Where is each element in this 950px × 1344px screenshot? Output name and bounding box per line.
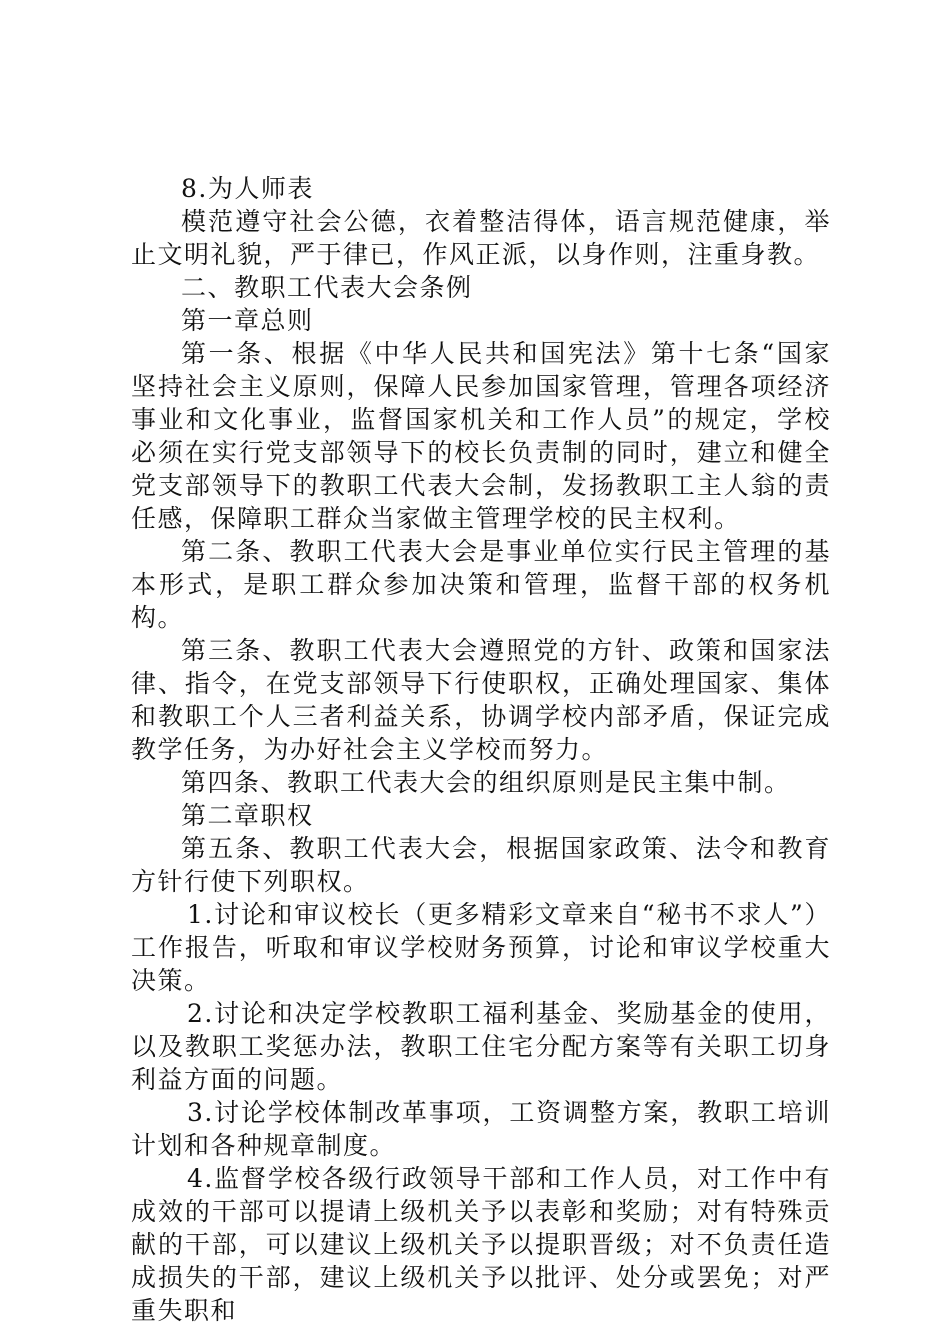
- article-5: 第五条、教职工代表大会，根据国家政策、法令和教育方针行使下列职权。: [131, 834, 831, 896]
- article-4: 第四条、教职工代表大会的组织原则是民主集中制。: [181, 768, 791, 797]
- document-body: [131, 172, 831, 1327]
- list-item-4: 4.监督学校各级行政领导干部和工作人员，对工作中有成效的干部可以提请上级机关予以表彰和奖励；对有特殊贡献的干部，可以建议上级机关予以提职晋级；对不负责任造成损失的干部，建议上级机关予以批评、处分或罢免；对严重失职和: [131, 1164, 831, 1325]
- list-item-3: 3.讨论学校体制改革事项，工资调整方案，教职工培训计划和各种规章制度。: [131, 1098, 831, 1160]
- list-item-1: 1.讨论和审议校长（更多精彩文章来自“秘书不求人”）工作报告，听取和审议学校财务预算，讨论和审议学校重大决策。: [131, 900, 831, 995]
- chapter-heading-2: 第二章职权: [181, 801, 314, 830]
- article-1: 第一条、根据《中华人民共和国宪法》第十七条“国家坚持社会主义原则，保障人民参加国家管理，管理各项经济事业和文化事业，监督国家机关和工作人员”的规定，学校必须在实行党支部领导下的校长负责制的同时，建立和健全党支部领导下的教职工代表大会制，发扬教职工主人翁的责任感，保障职工群众当家做主管理学校的民主权利。: [131, 339, 831, 533]
- list-item-2: 2.讨论和决定学校教职工福利基金、奖励基金的使用，以及教职工奖惩办法，教职工住宅分配方案等有关职工切身利益方面的问题。: [131, 999, 831, 1094]
- section-heading-2: 二、教职工代表大会条例: [181, 273, 473, 302]
- article-2: 第二条、教职工代表大会是事业单位实行民主管理的基本形式，是职工群众参加决策和管理，监督干部的权务机构。: [131, 537, 831, 632]
- paragraph-1: 8.为人师表: [181, 174, 314, 203]
- chapter-heading-1: 第一章总则: [181, 306, 314, 335]
- article-3: 第三条、教职工代表大会遵照党的方针、政策和国家法律、指令，在党支部领导下行使职权，正确处理国家、集体和教职工个人三者利益关系，协调学校内部矛盾，保证完成教学任务，为办好社会主义学校而努力。: [131, 636, 831, 764]
- paragraph-2: 模范遵守社会公德，衣着整洁得体，语言规范健康，举止文明礼貌，严于律已，作风正派，以身作则，注重身教。: [131, 207, 831, 269]
